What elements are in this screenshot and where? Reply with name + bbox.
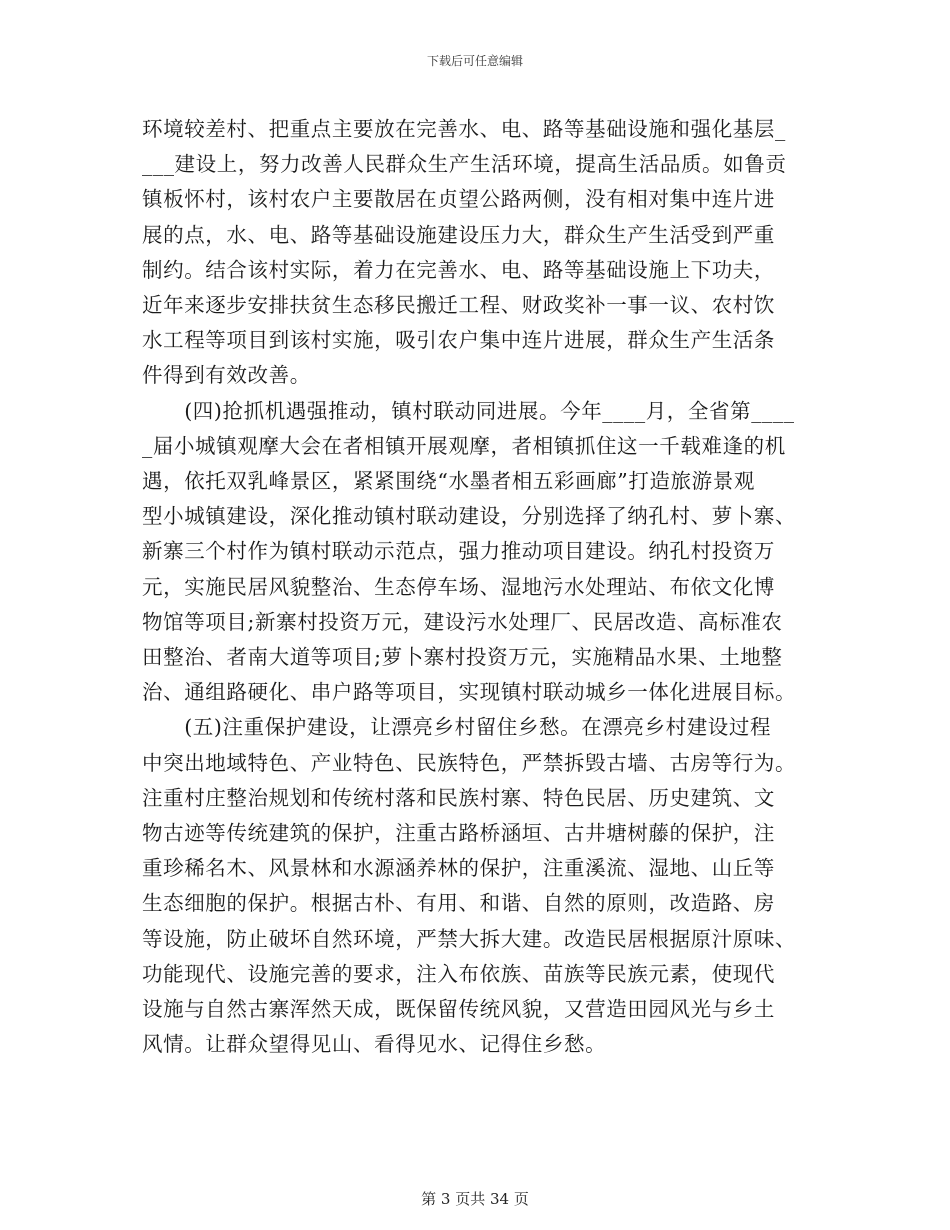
page-header: 下载后可任意编辑 [426,54,523,68]
text-line: 新寨三个村作为镇村联动示范点，强力推动项目建设。纳孔村投资万 [142,539,775,564]
text-line: 物馆等项目;新寨村投资万元，建设污水处理厂、民居改造、高标准农 [142,609,783,634]
document-body [142,112,810,1062]
text-line: ___建设上，努力改善人民群众生产生活环境，提高生活品质。如鲁贡 [142,152,787,177]
text-line: 中突出地域特色、产业特色、民族特色，严禁拆毁古墙、古房等行为。 [142,750,797,775]
text-line: 等设施，防止破坏自然环境，严禁大拆大建。改造民居根据原汁原味、 [142,926,797,951]
text-line: 件得到有效改善。 [142,363,311,388]
text-line: 田整治、者南大道等项目;萝卜寨村投资万元，实施精品水果、土地整 [142,645,783,670]
paragraph-2 [142,394,810,711]
text-line: _届小城镇观摩大会在者相镇开展观摩，者相镇抓住这一千载难逢的机 [142,433,786,458]
text-line: 展的点，水、电、路等基础设施建设压力大，群众生产生活受到严重 [142,222,775,247]
text-line: 元，实施民居风貌整治、生态停车场、湿地污水处理站、布依文化博 [142,574,775,599]
text-line: (四)抢抓机遇强推动，镇村联动同进展。今年____月，全省第____ [142,398,795,423]
text-line: 治、通组路硬化、串户路等项目，实现镇村联动城乡一体化进展目标。 [142,680,797,705]
paragraph-1 [142,112,810,394]
text-line: 环境较差村、把重点主要放在完善水、电、路等基础设施和强化基层_ [142,117,786,141]
text-line: 近年来逐步安排扶贫生态移民搬迁工程、财政奖补一事一议、农村饮 [142,293,775,318]
text-line: 设施与自然古寨浑然天成，既保留传统风貌，又营造田园风光与乡土 [142,997,775,1022]
text-line: 镇板怀村，该村农户主要散居在贞望公路两侧，没有相对集中连片进 [142,187,775,212]
text-line: 注重村庄整治规划和传统村落和民族村寨、特色民居、历史建筑、文 [142,785,775,810]
text-line: 遇，依托双乳峰景区，紧紧围绕“水墨者相五彩画廊”打造旅游景观 [142,469,755,494]
text-line: 物古迹等传统建筑的保护，注重古路桥涵垣、古井塘树藤的保护，注 [142,821,775,846]
text-line: (五)注重保护建设，让漂亮乡村留住乡愁。在漂亮乡村建设过程 [142,715,772,740]
text-line: 生态细胞的保护。根据古朴、有用、和谐、自然的原则，改造路、房 [142,891,775,916]
paragraph-3 [142,710,810,1062]
page-number-footer: 第 3 页共 34 页 [421,1190,529,1208]
text-line: 重珍稀名木、风景林和水源涵养林的保护，注重溪流、湿地、山丘等 [142,856,775,881]
text-line: 型小城镇建设，深化推动镇村联动建设，分别选择了纳孔村、萝卜寨、 [142,504,797,529]
text-line: 水工程等项目到该村实施，吸引农户集中连片进展，群众生产生活条 [142,328,775,353]
text-line: 制约。结合该村实际，着力在完善水、电、路等基础设施上下功夫， [142,257,775,282]
text-line: 风情。让群众望得见山、看得见水、记得住乡愁。 [142,1032,607,1057]
text-line: 功能现代、设施完善的要求，注入布依族、苗族等民族元素，使现代 [142,961,775,986]
